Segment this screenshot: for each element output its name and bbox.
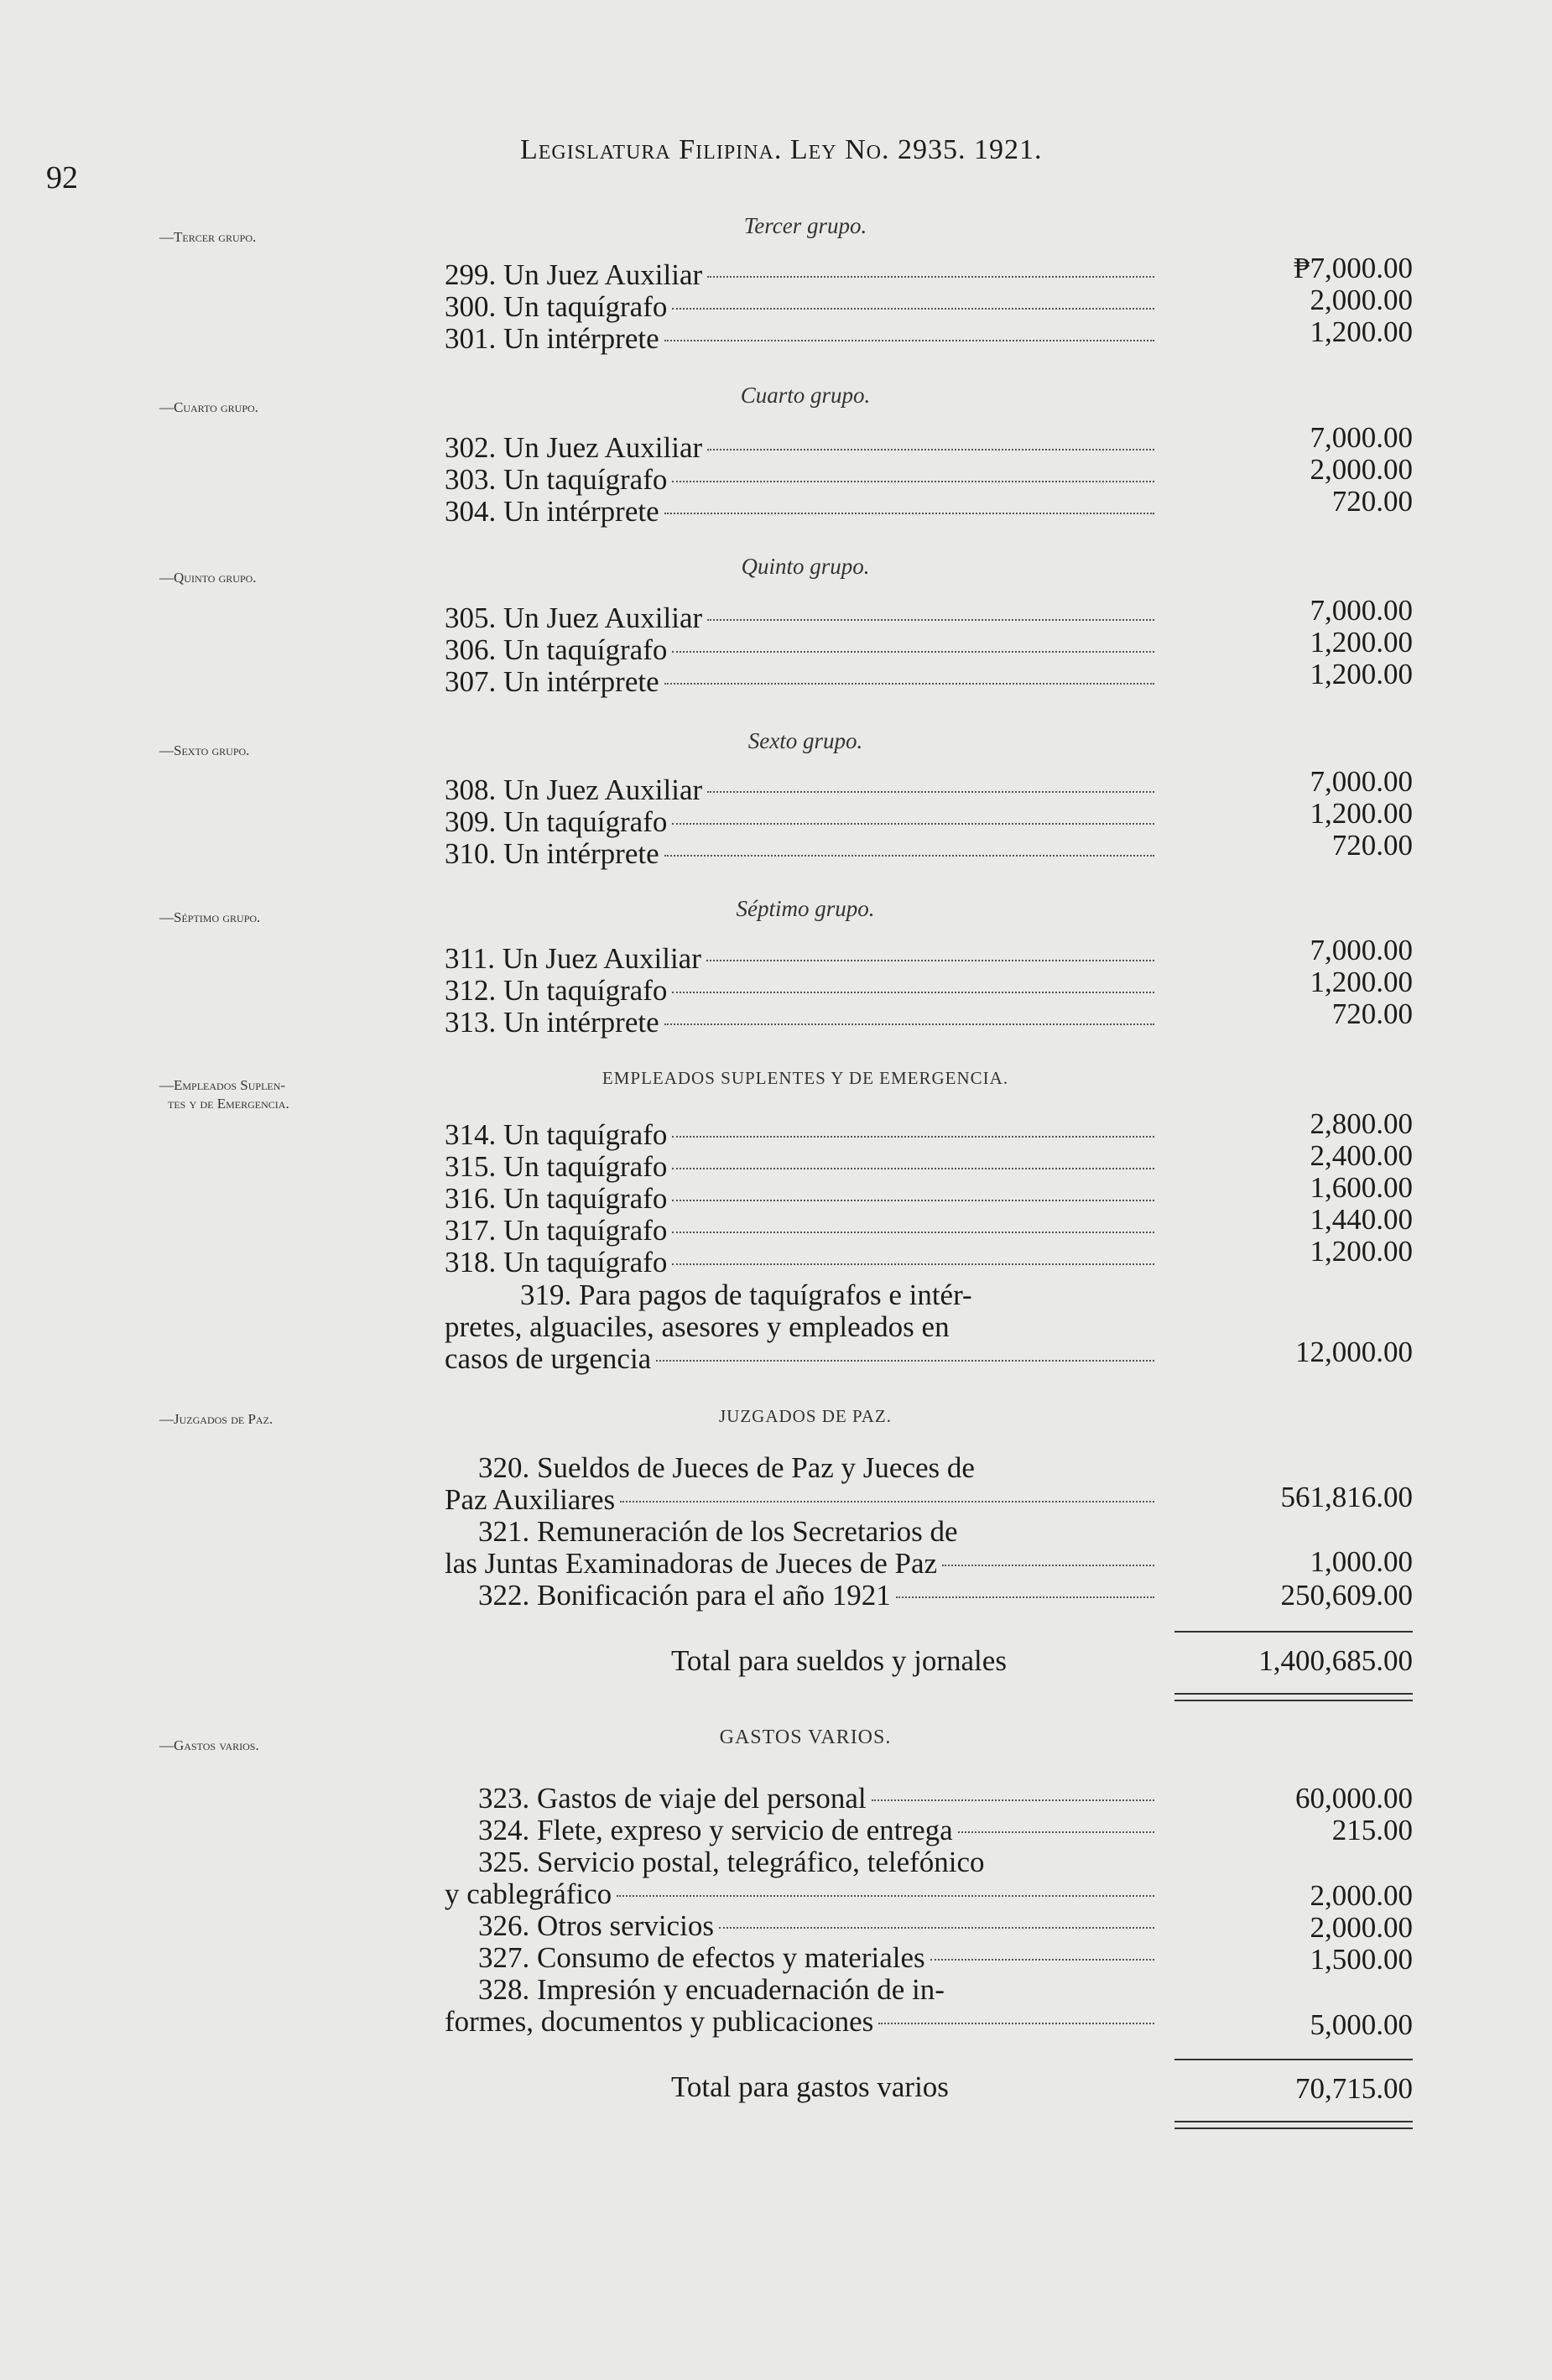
amount-310: 720.00: [1331, 829, 1413, 862]
item-321-line2: [445, 1547, 1159, 1581]
margin-note-suplentes: —Empleados Suplen-: [159, 1077, 286, 1093]
total-text: Total para gastos varios: [671, 2070, 949, 2103]
heading-juzgados-de-paz: JUZGADOS DE PAZ.: [719, 1406, 892, 1426]
heading-sexto-grupo: Sexto grupo.: [747, 728, 863, 753]
amount-303: 2,000.00: [1310, 453, 1413, 486]
item-311: [445, 942, 1159, 976]
item-text: 311. Un Juez Auxiliar: [445, 942, 701, 975]
item-text: 314. Un taquígrafo: [445, 1118, 668, 1151]
item-299: [445, 258, 1159, 292]
item-318: [445, 1246, 1159, 1279]
item-325-line1: 325. Servicio postal, telegráfico, telefónico: [478, 1846, 985, 1878]
item-328-line2: [445, 2005, 1159, 2039]
amount-304: 720.00: [1331, 485, 1413, 518]
item-text: 316. Un taquígrafo: [445, 1182, 668, 1215]
amount-325: 2,000.00: [1310, 1879, 1413, 1912]
item-text: 315. Un taquígrafo: [445, 1150, 668, 1183]
item-305: [445, 602, 1159, 635]
item-text: 302. Un Juez Auxiliar: [445, 431, 703, 464]
item-text: 306. Un taquígrafo: [445, 633, 668, 666]
item-309: [445, 805, 1159, 839]
amount-307: 1,200.00: [1310, 658, 1413, 690]
amount-319: 12,000.00: [1295, 1336, 1413, 1368]
item-317: [445, 1214, 1159, 1247]
amount-314: 2,800.00: [1310, 1107, 1413, 1140]
double-rule-1: [1174, 1693, 1413, 1695]
total-text: Total para sueldos y jornales: [671, 1644, 1007, 1677]
double-rule-2: [1174, 1700, 1413, 1701]
item-text: 310. Un intérprete: [445, 837, 659, 870]
amount-324: 215.00: [1331, 1814, 1413, 1846]
item-302: [445, 431, 1159, 465]
margin-note-tercer: —Tercer grupo.: [159, 229, 257, 245]
running-head: Legislatura Filipina. Ley No. 2935. 1921.: [520, 134, 1043, 165]
amount-299: ₱7,000.00: [1294, 252, 1413, 284]
item-text: 309. Un taquígrafo: [445, 805, 668, 838]
item-text: 300. Un taquígrafo: [445, 290, 668, 323]
item-text: 305. Un Juez Auxiliar: [445, 602, 703, 634]
item-325-line2: [445, 1877, 1159, 1911]
item-323: [445, 1782, 1159, 1815]
item-319-line3: [445, 1342, 1159, 1376]
amount-301: 1,200.00: [1310, 315, 1413, 348]
amount-322: 250,609.00: [1280, 1579, 1413, 1612]
amount-313: 720.00: [1331, 997, 1413, 1030]
item-text: 307. Un intérprete: [445, 665, 659, 698]
amount-317: 1,440.00: [1310, 1203, 1413, 1236]
amount-300: 2,000.00: [1310, 284, 1413, 316]
amount-323: 60,000.00: [1295, 1782, 1413, 1815]
item-text: 303. Un taquígrafo: [445, 463, 668, 496]
item-text: Paz Auxiliares: [445, 1483, 616, 1516]
amount-315: 2,400.00: [1310, 1139, 1413, 1172]
total-gastos-amount: 70,715.00: [1295, 2072, 1413, 2105]
item-308: [445, 773, 1159, 807]
amount-327: 1,500.00: [1310, 1943, 1413, 1976]
item-303: [445, 463, 1159, 497]
amount-320: 561,816.00: [1280, 1481, 1413, 1513]
item-301: [445, 322, 1159, 356]
item-text: 323. Gastos de viaje del personal: [478, 1782, 867, 1815]
margin-note-sexto: —Sexto grupo.: [159, 742, 250, 758]
total-gastos-label: [671, 2070, 1159, 2104]
amount-309: 1,200.00: [1310, 797, 1413, 830]
margin-note-quinto: —Quinto grupo.: [159, 570, 257, 586]
item-321-line1: 321. Remuneración de los Secretarios de: [478, 1515, 958, 1548]
item-328-line1: 328. Impresión y encuadernación de in-: [478, 1973, 945, 2006]
total-sueldos-amount: 1,400,685.00: [1258, 1644, 1413, 1677]
item-text: 322. Bonificación para el año 1921: [478, 1579, 891, 1612]
item-text: las Juntas Examinadoras de Jueces de Paz: [445, 1547, 938, 1580]
item-315: [445, 1150, 1159, 1184]
heading-tercer-grupo: Tercer grupo.: [743, 213, 867, 238]
item-text: y cablegráfico: [445, 1877, 612, 1910]
double-rule-4: [1174, 2127, 1413, 2129]
amount-306: 1,200.00: [1310, 626, 1413, 659]
item-text: 318. Un taquígrafo: [445, 1246, 668, 1279]
item-306: [445, 633, 1159, 667]
amount-326: 2,000.00: [1310, 1911, 1413, 1944]
item-text: 326. Otros servicios: [478, 1909, 714, 1942]
item-text: 308. Un Juez Auxiliar: [445, 773, 703, 806]
item-319-line2: pretes, alguaciles, asesores y empleados en: [445, 1310, 950, 1343]
item-text: 317. Un taquígrafo: [445, 1214, 668, 1247]
amount-328: 5,000.00: [1310, 2008, 1413, 2041]
amount-308: 7,000.00: [1310, 765, 1413, 798]
heading-empleados-suplentes: EMPLEADOS SUPLENTES Y DE EMERGENCIA.: [602, 1068, 1009, 1088]
item-text: formes, documentos y publicaciones: [445, 2005, 874, 2038]
item-316: [445, 1182, 1159, 1216]
item-320-line1: 320. Sueldos de Jueces de Paz y Jueces de: [478, 1451, 975, 1484]
margin-note-septimo: —Séptimo grupo.: [159, 909, 261, 925]
amount-321: 1,000.00: [1310, 1545, 1413, 1578]
heading-quinto-grupo: Quinto grupo.: [741, 554, 870, 579]
item-314: [445, 1118, 1159, 1152]
amount-316: 1,600.00: [1310, 1171, 1413, 1204]
margin-note-juzgados: —Juzgados de Paz.: [159, 1411, 273, 1427]
amount-312: 1,200.00: [1310, 966, 1413, 998]
item-text: 327. Consumo de efectos y materiales: [478, 1941, 925, 1974]
item-324: [445, 1814, 1159, 1847]
rule-above-total-sueldos: [1174, 1631, 1413, 1633]
margin-note-gastos: —Gastos varios.: [159, 1737, 259, 1753]
item-327: [445, 1941, 1159, 1975]
heading-gastos-varios: GASTOS VARIOS.: [719, 1726, 892, 1748]
item-310: [445, 837, 1159, 871]
heading-septimo-grupo: Séptimo grupo.: [736, 896, 875, 921]
item-320-line2: [445, 1483, 1159, 1517]
item-312: [445, 974, 1159, 1008]
total-sueldos-label: [671, 1644, 1159, 1678]
item-307: [445, 665, 1159, 699]
item-300: [445, 290, 1159, 324]
item-319-line1: 319. Para pagos de taquígrafos e intér-: [520, 1279, 972, 1311]
item-text: 312. Un taquígrafo: [445, 974, 668, 1007]
amount-318: 1,200.00: [1310, 1235, 1413, 1268]
amount-302: 7,000.00: [1310, 421, 1413, 454]
item-text: 313. Un intérprete: [445, 1006, 659, 1039]
amount-311: 7,000.00: [1310, 934, 1413, 966]
margin-note-cuarto: —Cuarto grupo.: [159, 399, 258, 415]
margin-note-suplentes-cont: tes y de Emergencia.: [168, 1096, 289, 1112]
item-text: 301. Un intérprete: [445, 322, 659, 355]
heading-cuarto-grupo: Cuarto grupo.: [740, 383, 871, 408]
rule-above-total-gastos: [1174, 2059, 1413, 2060]
page-number: 92: [46, 160, 78, 195]
item-text: casos de urgencia: [445, 1342, 652, 1375]
item-304: [445, 495, 1159, 529]
item-text: 324. Flete, expreso y servicio de entrega: [478, 1814, 953, 1846]
item-text: 299. Un Juez Auxiliar: [445, 258, 703, 291]
item-313: [445, 1006, 1159, 1039]
amount-305: 7,000.00: [1310, 594, 1413, 627]
item-text: 304. Un intérprete: [445, 495, 659, 528]
double-rule-3: [1174, 2121, 1413, 2122]
item-326: [445, 1909, 1159, 1943]
item-322: [445, 1579, 1159, 1612]
